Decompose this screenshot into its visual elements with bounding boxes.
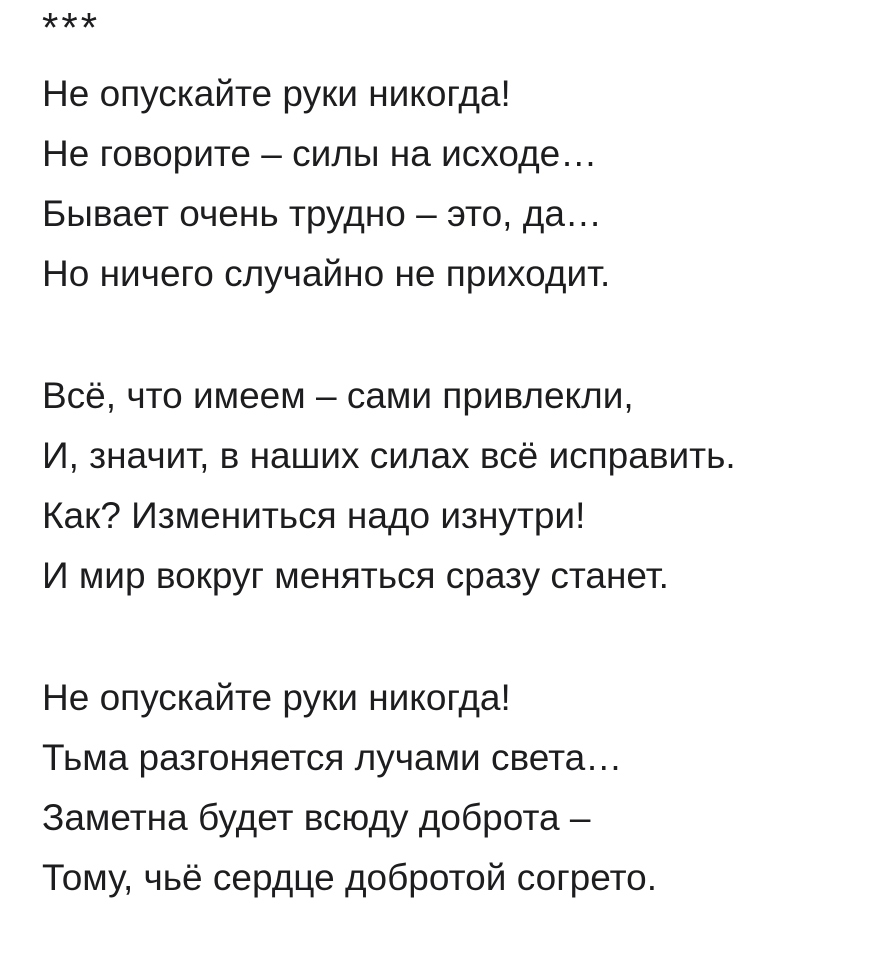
poem-line: Заметна будет всюду доброта –	[42, 797, 591, 838]
poem-line: Всё, что имеем – сами привлекли,	[42, 375, 634, 416]
poem-line: Не опускайте руки никогда!	[42, 73, 511, 114]
poem-title-marker: ***	[42, 4, 101, 51]
poem-line: Не опускайте руки никогда!	[42, 677, 511, 718]
poem-line: Как? Измениться надо изнутри!	[42, 495, 586, 536]
poem-line: Но ничего случайно не приходит.	[42, 253, 611, 294]
poem-line: И, значит, в наших силах всё исправить.	[42, 435, 736, 476]
stanza-2	[42, 366, 860, 606]
poem-line: Тому, чьё сердце добротой согрето.	[42, 857, 657, 898]
poem-line: Бывает очень трудно – это, да…	[42, 193, 602, 234]
stanza-1	[42, 64, 860, 304]
poem-line: Тьма разгоняется лучами света…	[42, 737, 623, 778]
poem-line: И мир вокруг меняться сразу станет.	[42, 555, 669, 596]
stanza-3	[42, 668, 860, 908]
poem-line: Не говорите – силы на исходе…	[42, 133, 598, 174]
